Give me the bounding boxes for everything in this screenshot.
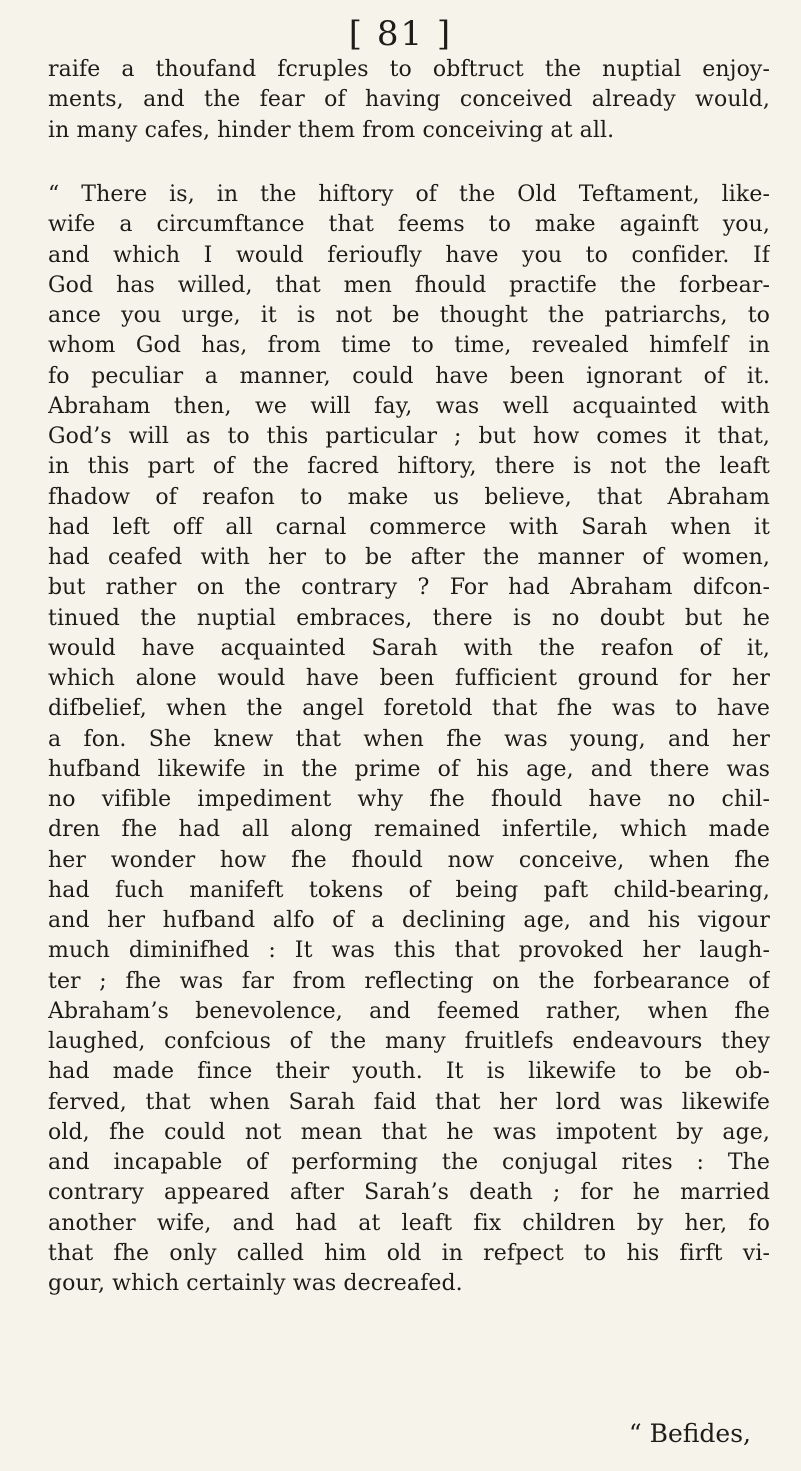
text-line: God has willed, that men fhould practife the forbear- <box>48 272 770 298</box>
text-line: fhadow of reafon to make us believe, that Abraham <box>48 484 770 510</box>
text-line: whom God has, from time to time, revealed himfelf in <box>48 333 770 359</box>
text-line: “ There is, in the hiftory of the Old Teftament, like- <box>48 182 770 207</box>
page-number: [ 81 ] <box>348 14 453 54</box>
text-line: in many cafes, hinder them from conceiving at all. <box>48 117 615 143</box>
text-line: contrary appeared after Sarah’s death ; for he married <box>48 1180 770 1206</box>
text-line: had left off all carnal commerce with Sarah when it <box>48 514 770 540</box>
text-line: no vifible impediment why fhe fhould have no chil- <box>48 787 770 812</box>
text-line: much diminifhed : It was this that provoked her laugh- <box>48 938 770 964</box>
text-line: a fon. She knew that when fhe was young, and her <box>48 726 770 752</box>
text-line: raife a thoufand fcruples to obftruct the nuptial enjoy- <box>48 57 770 82</box>
text-line: ments, and the fear of having conceived already would, <box>48 87 770 113</box>
text-line: fo peculiar a manner, could have been ignorant of it. <box>48 363 770 389</box>
text-line: but rather on the contrary ? For had Abraham difcon- <box>48 575 770 601</box>
catchword: “ Befides, <box>628 1419 751 1448</box>
text-line: would have acquainted Sarah with the reafon of it, <box>48 635 770 661</box>
text-line: Abraham’s benevolence, and feemed rather, when fhe <box>48 998 770 1024</box>
text-line: had fuch manifeft tokens of being paft child-bearing, <box>48 877 770 903</box>
text-line: wife a circumftance that feems to make againft you, <box>48 212 770 238</box>
text-line: gour, which certainly was decreafed. <box>48 1271 463 1296</box>
text-line: which alone would have been fufficient ground for her <box>48 666 770 691</box>
text-line: ter ; fhe was far from reflecting on the forbearance of <box>48 968 770 994</box>
text-line: had ceafed with her to be after the manner of women, <box>48 545 770 570</box>
paragraph-2 <box>48 180 770 1299</box>
text-line: laughed, confcious of the many fruitlefs endeavours they <box>48 1029 770 1054</box>
paragraph-1 <box>48 55 770 146</box>
text-line: in this part of the facred hiftory, there is not the leaft <box>48 454 770 480</box>
text-line: and incapable of performing the conjugal rites : The <box>48 1150 770 1175</box>
text-line: dren fhe had all along remained infertile, which made <box>48 817 770 843</box>
text-line: difbelief, when the angel foretold that fhe was to have <box>48 696 770 722</box>
text-line: ance you urge, it is not be thought the patriarchs, to <box>48 303 770 328</box>
text-line: ferved, that when Sarah faid that her lord was likewife <box>48 1089 770 1115</box>
text-line: Abraham then, we will fay, was well acquainted with <box>48 393 770 419</box>
text-line: old, fhe could not mean that he was impotent by age, <box>48 1119 770 1145</box>
text-line: and which I would ferioufly have you to confider. If <box>48 242 770 268</box>
text-line: God’s will as to this particular ; but how comes it that, <box>48 424 770 449</box>
text-line: had made fince their youth. It is likewife to be ob- <box>48 1059 770 1085</box>
text-line: another wife, and had at leaft fix children by her, fo <box>48 1210 770 1236</box>
text-line: her wonder how fhe fhould now conceive, when fhe <box>48 847 770 873</box>
text-line: hufband likewife in the prime of his age, and there was <box>48 756 770 782</box>
text-line: tinued the nuptial embraces, there is no doubt but he <box>48 605 770 631</box>
text-line: that fhe only called him old in refpect to his firft vi- <box>48 1240 770 1266</box>
text-line: and her hufband alfo of a declining age, and his vigour <box>48 908 770 933</box>
